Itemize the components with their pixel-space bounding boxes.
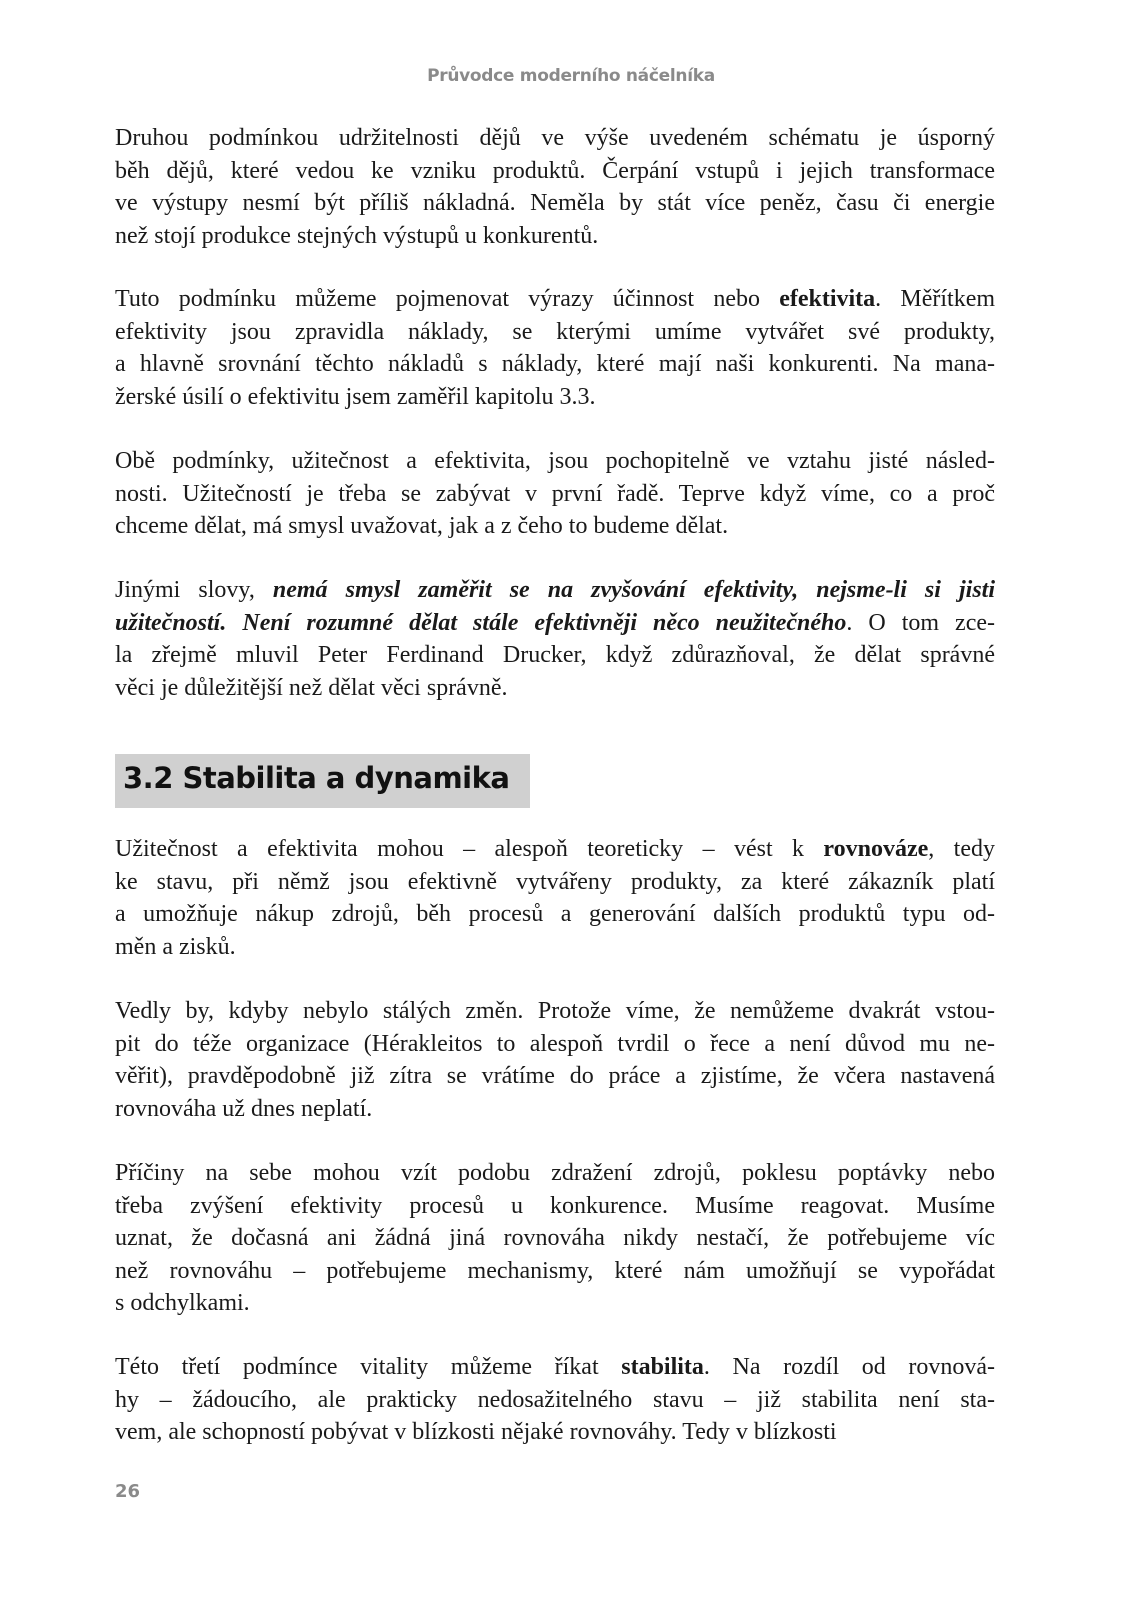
paragraph bbox=[115, 574, 995, 704]
text-line bbox=[115, 1351, 995, 1384]
paragraph bbox=[115, 283, 995, 413]
text-run: než rovnováhu – potřebujeme mechanismy, které nám umožňují se vypořádat bbox=[115, 1257, 995, 1284]
section-heading-box bbox=[115, 754, 530, 808]
paragraph bbox=[115, 1157, 995, 1320]
paragraph bbox=[115, 122, 995, 252]
text-run: . Měřítkem bbox=[875, 286, 996, 312]
running-header: Průvodce moderního náčelníka bbox=[427, 66, 715, 86]
text-line bbox=[115, 510, 995, 543]
text-run: Druhou podmínkou udržitelnosti dějů ve výše uvedeném schématu je úsporný bbox=[115, 125, 995, 151]
text-line bbox=[115, 672, 995, 705]
text-line bbox=[115, 995, 995, 1028]
text-run: efektivity jsou zpravidla náklady, se kterými umíme vytvářet své produkty, bbox=[115, 318, 995, 345]
text-run: Příčiny na sebe mohou vzít podobu zdražení zdrojů, poklesu poptávky nebo bbox=[115, 1160, 995, 1186]
text-run: . Na rozdíl od rovnová- bbox=[703, 1354, 995, 1380]
text-line bbox=[115, 1093, 995, 1126]
text-line bbox=[115, 478, 995, 511]
text-run: Této třetí podmínce vitality můžeme říkat bbox=[115, 1354, 622, 1380]
text-line bbox=[115, 1222, 995, 1255]
emphasized-text: rovnováze bbox=[823, 836, 929, 862]
text-line bbox=[115, 187, 995, 220]
text-run: třeba zvýšení efektivity procesů u konkurence. Musíme reagovat. Musíme bbox=[115, 1192, 995, 1219]
text-run: Vedly by, kdyby nebylo stálých změn. Protože víme, že nemůžeme dvakrát vstou- bbox=[115, 998, 995, 1024]
text-run: než stojí produkce stejných výstupů u konkurentů. bbox=[115, 222, 599, 249]
text-run: ve výstupy nesmí být příliš nákladná. Neměla by stát více peněz, času či energie bbox=[115, 190, 995, 216]
text-line bbox=[115, 316, 995, 349]
text-run: žerské úsilí o efektivitu jsem zaměřil kapitolu 3.3. bbox=[115, 383, 596, 410]
text-run: uznat, že dočasná ani žádná jiná rovnováha nikdy nestačí, že potřebujeme víc bbox=[115, 1225, 995, 1251]
emphasized-text: stabilita bbox=[621, 1354, 704, 1380]
text-line bbox=[115, 1416, 995, 1449]
paragraph bbox=[115, 995, 995, 1125]
text-line bbox=[115, 898, 995, 931]
text-line bbox=[115, 833, 995, 866]
text-run: běh dějů, které vedou ke vzniku produktů. Čerpání vstupů i jejich transformace bbox=[115, 157, 995, 184]
text-run: , tedy bbox=[928, 836, 995, 862]
text-line bbox=[115, 574, 995, 607]
text-line bbox=[115, 1384, 995, 1417]
text-run: Jinými slovy, bbox=[115, 577, 273, 603]
text-run: Užitečnost a efektivita mohou – alespoň teoreticky – vést k bbox=[115, 836, 824, 862]
text-line bbox=[115, 348, 995, 381]
text-run: Obě podmínky, užitečnost a efektivita, jsou pochopitelně ve vztahu jisté násled- bbox=[115, 448, 995, 474]
text-line bbox=[115, 1157, 995, 1190]
text-line bbox=[115, 639, 995, 672]
text-line bbox=[115, 220, 995, 253]
text-line bbox=[115, 155, 995, 188]
paragraph bbox=[115, 833, 995, 963]
emphasized-text: užitečností. Není rozumné dělat stále efektivněji něco neužitečného bbox=[115, 609, 847, 636]
text-run: la zřejmě mluvil Peter Ferdinand Drucker, když zdůrazňoval, že dělat správné bbox=[115, 642, 995, 668]
text-run: věřit), pravděpodobně již zítra se vrátíme do práce a zjistíme, že včera nastavená bbox=[115, 1063, 995, 1089]
text-run: věci je důležitější než dělat věci správně. bbox=[115, 674, 508, 701]
text-run: ke stavu, při němž jsou efektivně vytvářeny produkty, za které zákazník platí bbox=[115, 868, 995, 895]
text-line bbox=[115, 931, 995, 964]
page-number: 26 bbox=[115, 1481, 141, 1502]
text-line bbox=[115, 1028, 995, 1061]
text-run: s odchylkami. bbox=[115, 1290, 250, 1316]
text-line bbox=[115, 1060, 995, 1093]
paragraph bbox=[115, 1351, 995, 1449]
text-line bbox=[115, 381, 995, 414]
text-line bbox=[115, 607, 995, 640]
text-line bbox=[115, 1190, 995, 1223]
text-line bbox=[115, 1287, 995, 1320]
text-run: hy – žádoucího, ale prakticky nedosažitelného stavu – již stabilita není sta- bbox=[115, 1386, 995, 1413]
text-run: měn a zisků. bbox=[115, 933, 236, 960]
text-line bbox=[115, 122, 995, 155]
text-line bbox=[115, 1255, 995, 1288]
text-run: chceme dělat, má smysl uvažovat, jak a z čeho to budeme dělat. bbox=[115, 513, 729, 539]
emphasized-text: nemá smysl zaměřit se na zvyšování efektivity, nejsme-li si jisti bbox=[272, 577, 995, 603]
text-line bbox=[115, 866, 995, 899]
text-run: vem, ale schopností pobývat v blízkosti nějaké rovnováhy. Tedy v blízkosti bbox=[115, 1419, 837, 1445]
text-run: a hlavně srovnání těchto nákladů s náklady, které mají naši konkurenti. Na mana- bbox=[115, 351, 995, 377]
text-run: rovnováha už dnes neplatí. bbox=[115, 1095, 373, 1122]
text-run: pit do téže organizace (Hérakleitos to alespoň tvrdil o řece a není důvod mu ne- bbox=[115, 1030, 995, 1057]
text-line bbox=[115, 445, 995, 478]
text-run: nosti. Užitečností je třeba se zabývat v první řadě. Teprve když víme, co a proč bbox=[115, 480, 995, 507]
text-run: a umožňuje nákup zdrojů, běh procesů a generování dalších produktů typu od- bbox=[115, 901, 995, 927]
emphasized-text: efektivita bbox=[779, 286, 876, 312]
text-run: Tuto podmínku můžeme pojmenovat výrazy účinnost nebo bbox=[115, 286, 780, 312]
text-run: . O tom zce- bbox=[846, 609, 995, 636]
text-line bbox=[115, 283, 995, 316]
paragraph bbox=[115, 445, 995, 543]
section-heading: 3.2 Stabilita a dynamika bbox=[123, 761, 510, 795]
